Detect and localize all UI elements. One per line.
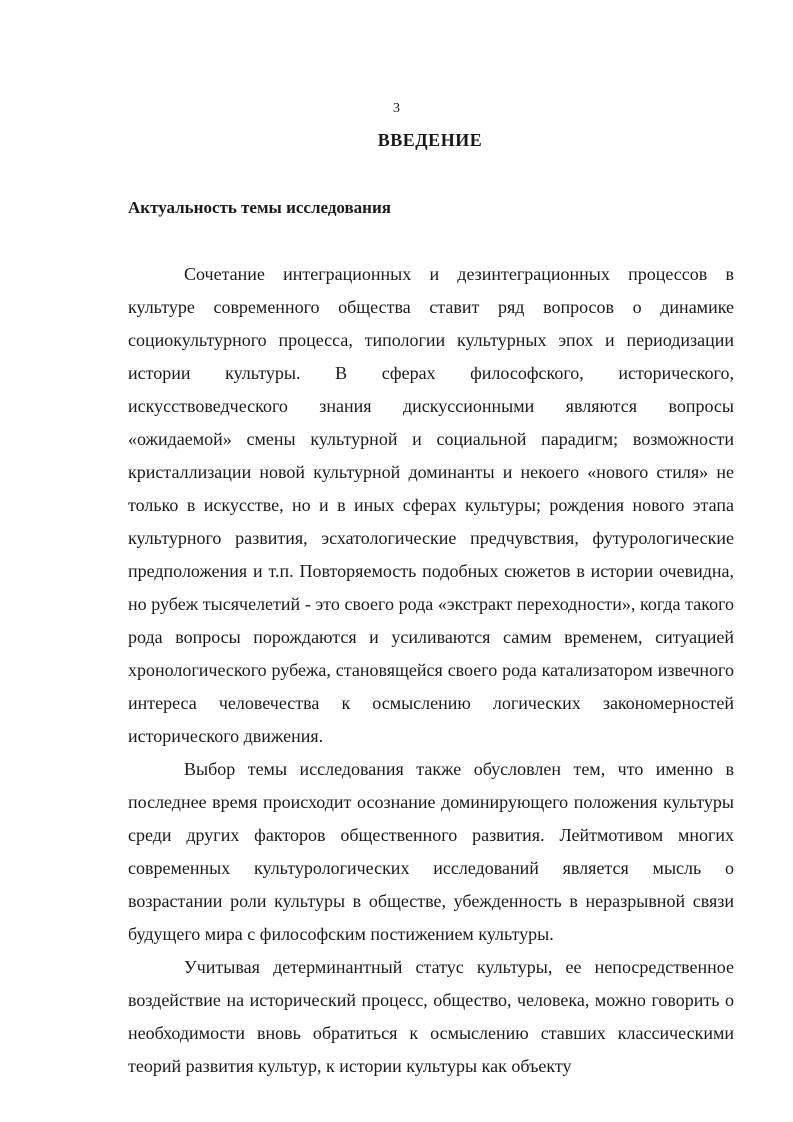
paragraph-1: Сочетание интеграционных и дезинтеграционных процессов в культуре современного общества ставит ряд вопросов о динамике социокультурного процесса, типологии культурных эпох и периодизации истории культуры. В сферах философского, исторического, искусствоведческого знания дискуссионными являются вопросы «ожидаемой» смены культурной и социальной парадигм; возможности кристаллизации новой культурной доминанты и некоего «нового стиля» не только в искусстве, но и в иных сферах культуры; рождения нового этапа культурного развития, эсхатологические предчувствия, футурологические предположения и т.п. Повторяемость подобных сюжетов в истории очевидна, но рубеж тысячелетий - это своего рода «экстракт переходности», когда такого рода вопросы порождаются и усиливаются самим временем, ситуацией хронологического рубежа, становящейся своего рода катализатором извечного интереса человечества к осмыслению логических закономерностей исторического движения. — [128, 264, 734, 746]
chapter-title: ВВЕДЕНИЕ — [377, 130, 483, 150]
paragraph-2: Выбор темы исследования также обусловлен тем, что именно в последнее время происходит осознание доминирующего положения культуры среди других факторов общественного развития. Лейтмотивом многих современных культурологических исследований является мысль о возрастании роли культуры в обществе, убежденность в неразрывной связи будущего мира с философским постижением культуры. — [128, 759, 734, 944]
section-heading: Актуальность темы исследования — [128, 198, 391, 217]
page-number: 3 — [393, 101, 400, 116]
paragraph-3: Учитывая детерминантный статус культуры, ее непосредственное воздействие на исторический процесс, общество, человека, можно говорить о необходимости вновь обратиться к осмыслению ставших классическими теорий развития культур, к истории культуры как объекту — [128, 957, 734, 1076]
body-text — [128, 258, 734, 1083]
